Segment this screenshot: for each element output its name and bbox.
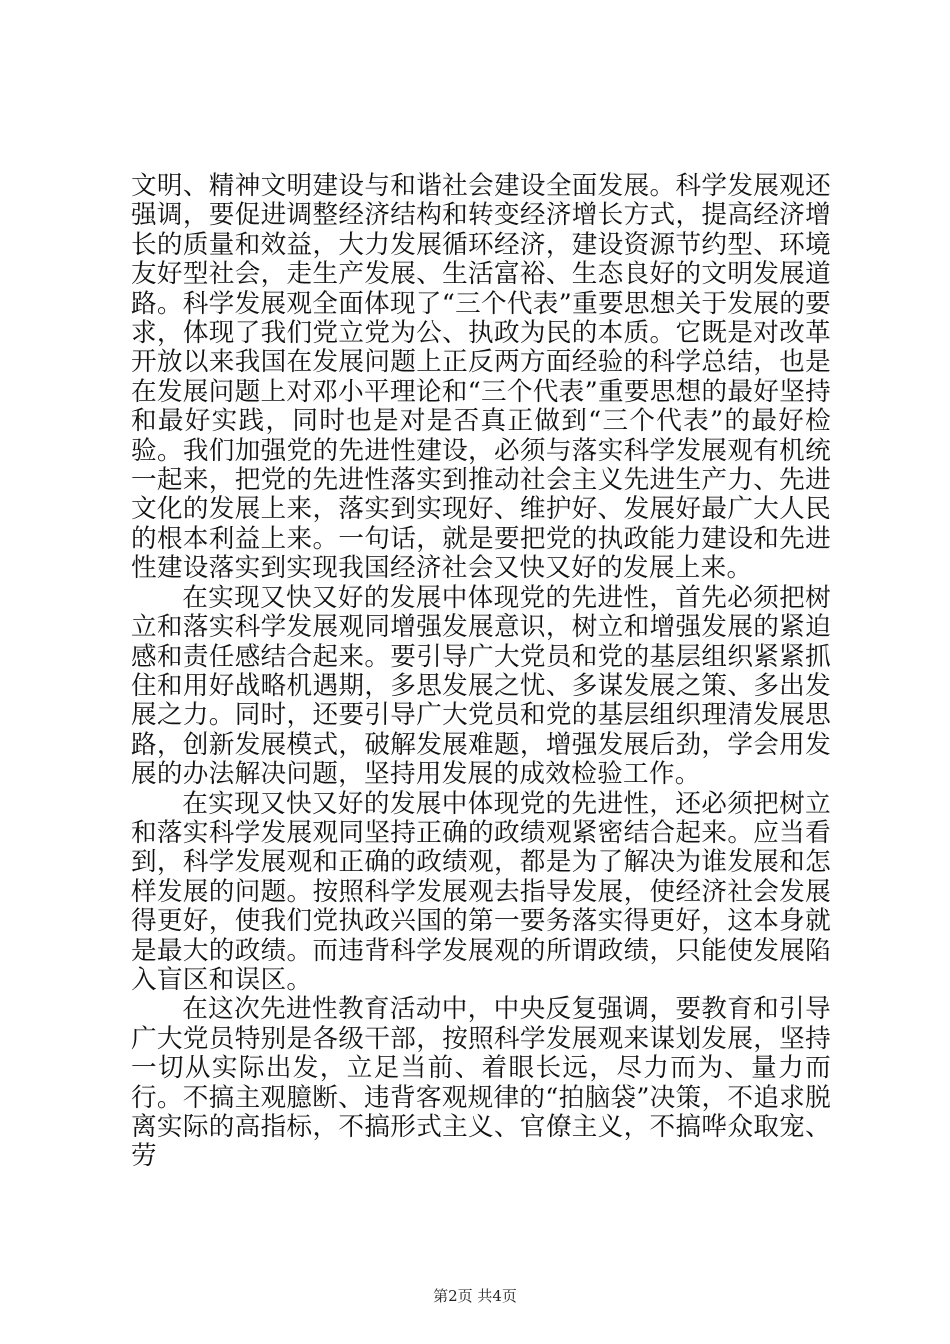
- document-body: [131, 172, 831, 1172]
- paragraph-development-awareness: 在实现又快又好的发展中体现党的先进性，首先必须把树立和落实科学发展观同增强发展意识，树立和增强发展的紧迫感和责任感结合起来。要引导广大党员和党的基层组织紧紧抓住和用好战略机遇期，多思发展之忧、多谋发展之策、多出发展之力。同时，还要引导广大党员和党的基层组织理清发展思路，创新发展模式，破解发展难题，增强发展后劲，学会用发展的办法解决问题，坚持用发展的成效检验工作。: [131, 582, 831, 790]
- paragraph-education-campaign: 在这次先进性教育活动中，中央反复强调，要教育和引导广大党员特别是各级干部，按照科学发展观来谋划发展，坚持一切从实际出发，立足当前、着眼长远，尽力而为、量力而行。不搞主观臆断、违背客观规律的“拍脑袋”决策，不追求脱离实际的高指标，不搞形式主义、官僚主义，不搞哗众取宠、劳: [131, 994, 832, 1172]
- paragraph-continuation: 文明、精神文明建设与和谐社会建设全面发展。科学发展观还强调，要促进调整经济结构和转变经济增长方式，提高经济增长的质量和效益，大力发展循环经济，建设资源节约型、环境友好型社会，走生产发展、生活富裕、生态良好的文明发展道路。科学发展观全面体现了“三个代表”重要思想关于发展的要求，体现了我们党立党为公、执政为民的本质。它既是对改革开放以来我国在发展问题上正反两方面经验的科学总结，也是在发展问题上对邓小平理论和“三个代表”重要思想的最好坚持和最好实践，同时也是对是否真正做到“三个代表”的最好检验。我们加强党的先进性建设，必须与落实科学发展观有机统一起来，把党的先进性落实到推动社会主义先进生产力、先进文化的发展上来，落实到实现好、维护好、发展好最广大人民的根本利益上来。一句话，就是要把党的执政能力建设和先进性建设落实到实现我国经济社会又快又好的发展上来。: [131, 171, 832, 584]
- page-number-footer: 第2页 共4页: [433, 1287, 517, 1305]
- paragraph-performance-view: 在实现又快又好的发展中体现党的先进性，还必须把树立和落实科学发展观同坚持正确的政绩观紧密结合起来。应当看到，科学发展观和正确的政绩观，都是为了解决为谁发展和怎样发展的问题。按照科学发展观去指导发展，使经济社会发展得更好，使我们党执政兴国的第一要务落实得更好，这本身就是最大的政绩。而违背科学发展观的所谓政绩，只能使发展陷入盲区和误区。: [131, 788, 831, 995]
